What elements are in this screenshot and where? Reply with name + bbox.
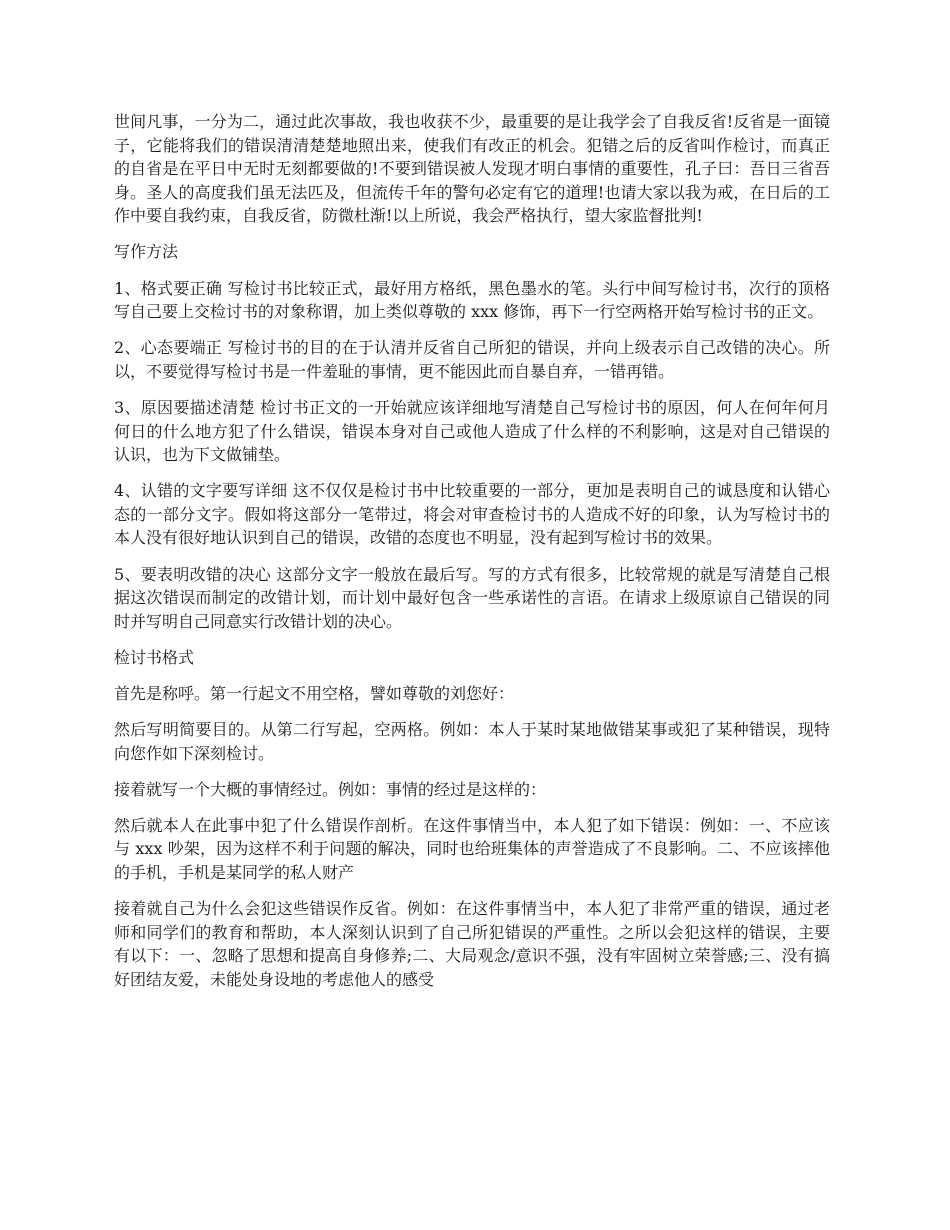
method-item-5: 5、要表明改错的决心 这部分文字一般放在最后写。写的方式有很多，比较常规的就是写清楚自己根据这次错误而制定的改错计划，而计划中最好包含一些承诺性的言语。在请求上级原谅自己错误的同时并写明自己同意实行改错计划的决心。 [114,564,830,631]
format-salutation: 首先是称呼。第一行起文不用空格，譬如尊敬的刘您好： [114,683,515,703]
intro-paragraph: 世间凡事，一分为二，通过此次事故，我也收获不少，最重要的是让我学会了自我反省!反省是一面镜子，它能将我们的错误清清楚楚地照出来，使我们有改正的机会。犯错之后的反省叫作检讨，而真正的自省是在平日中无时无刻都要做的!不要到错误被人发现才明白事情的重要性，孔子曰：吾日三省吾身。圣人的高度我们虽无法匹及，但流传千年的警句必定有它的道理!也请大家以我为戒，在日后的工作中要自我约束，自我反省，防微杜渐!以上所说，我会严格执行，望大家监督批判! [114,112,830,226]
format-error-analysis: 然后就本人在此事中犯了什么错误作剖析。在这件事情当中，本人犯了如下错误：例如：一、不应该与 xxx 吵架，因为这样不利于问题的解决，同时也给班集体的声誉造成了不良影响。二、不应该摔他的手机，手机是某同学的私人财产 [114,815,830,882]
format-event-summary: 接着就写一个大概的事情经过。例如：事情的经过是这样的： [114,779,547,799]
format-self-reflection: 接着就自己为什么会犯这些错误作反省。例如：在这件事情当中，本人犯了非常严重的错误，通过老师和同学们的教育和帮助，本人深刻认识到了自己所犯错误的严重性。之所以会犯这样的错误，主要有以下：一、忽略了思想和提高自身修养;二、大局观念/意识不强，没有牢固树立荣誉感;三、没有搞好团结友爱，未能处身设地的考虑他人的感受 [114,899,830,989]
method-item-2: 2、心态要端正 写检讨书的目的在于认清并反省自己所犯的错误，并向上级表示自己改错的决心。所以，不要觉得写检讨书是一件羞耻的事情，更不能因此而自暴自弃，一错再错。 [114,338,830,381]
section-heading-format: 检讨书格式 [114,647,195,667]
method-item-4: 4、认错的文字要写详细 这不仅仅是检讨书中比较重要的一部分，更加是表明自己的诚恳度和认错心态的一部分文字。假如将这部分一笔带过，将会对审查检讨书的人造成不好的印象，认为写检讨书的本人没有很好地认识到自己的错误，改错的态度也不明显，没有起到写检讨书的效果。 [114,481,830,548]
method-item-3: 3、原因要描述清楚 检讨书正文的一开始就应该详细地写清楚自己写检讨书的原因，何人在何年何月何日的什么地方犯了什么错误，错误本身对自己或他人造成了什么样的不利影响，这是对自己错误的认识，也为下文做铺垫。 [114,397,830,465]
document-page [114,110,830,1004]
section-heading-writing-method: 写作方法 [114,242,179,262]
format-purpose: 然后写明简要目的。从第二行写起，空两格。例如：本人于某时某地做错某事或犯了某种错误，现特向您作如下深刻检讨。 [114,719,830,763]
method-item-1: 1、格式要正确 写检讨书比较正式，最好用方格纸，黑色墨水的笔。头行中间写检讨书，次行的顶格写自己要上交检讨书的对象称谓，加上类似尊敬的 xxx 修饰，再下一行空两格开始写检讨书的正文。 [114,278,830,322]
